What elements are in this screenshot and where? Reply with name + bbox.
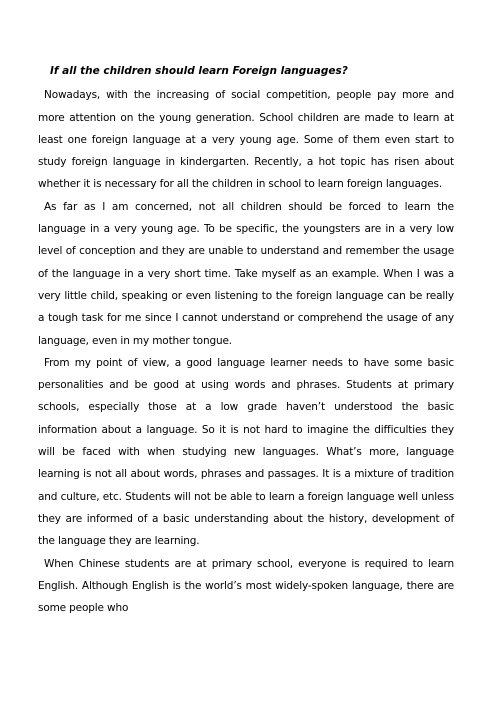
document-body — [38, 60, 454, 619]
document-title: If all the children should learn Foreign languages? — [50, 65, 348, 77]
paragraph-2: As far as I am concerned, not all children should be forced to learn the language in a very young age. To be specific, the youngsters are in a very low level of conception and they are unable to understand and remember the usage of the language in a very short time. Take myself as an example. When I was a very little child, speaking or even listening to the foreign language can be really a tough task for me since I cannot understand or comprehend the usage of any language, even in my mother tongue. — [38, 200, 454, 347]
paragraph-4: When Chinese students are at primary school, everyone is required to learn English. Although English is the world’s most widely-spoken language, there are some people who — [38, 557, 454, 615]
paragraph-1: Nowadays, with the increasing of social competition, people pay more and more attention on the young generation. School children are made to learn at least one foreign language at a very young age. Some of them even start to study foreign language in kindergarten. Recently, a hot topic has risen about whether it is necessary for all the children in school to learn foreign languages. — [38, 89, 454, 191]
paragraph-3: From my point of view, a good language learner needs to have some basic personalities and be good at using words and phrases. Students at primary schools, especially those at a low grade haven’t understood the basic information about a language. So it is not hard to imagine the difficulties they will be faced with when studying new languages. What’s more, language learning is not all about words, phrases and passages. It is a mixture of tradition and culture, etc. Students will not be able to learn a foreign language well unless they are informed of a basic understanding about the history, development of the language they are learning. — [38, 356, 454, 548]
